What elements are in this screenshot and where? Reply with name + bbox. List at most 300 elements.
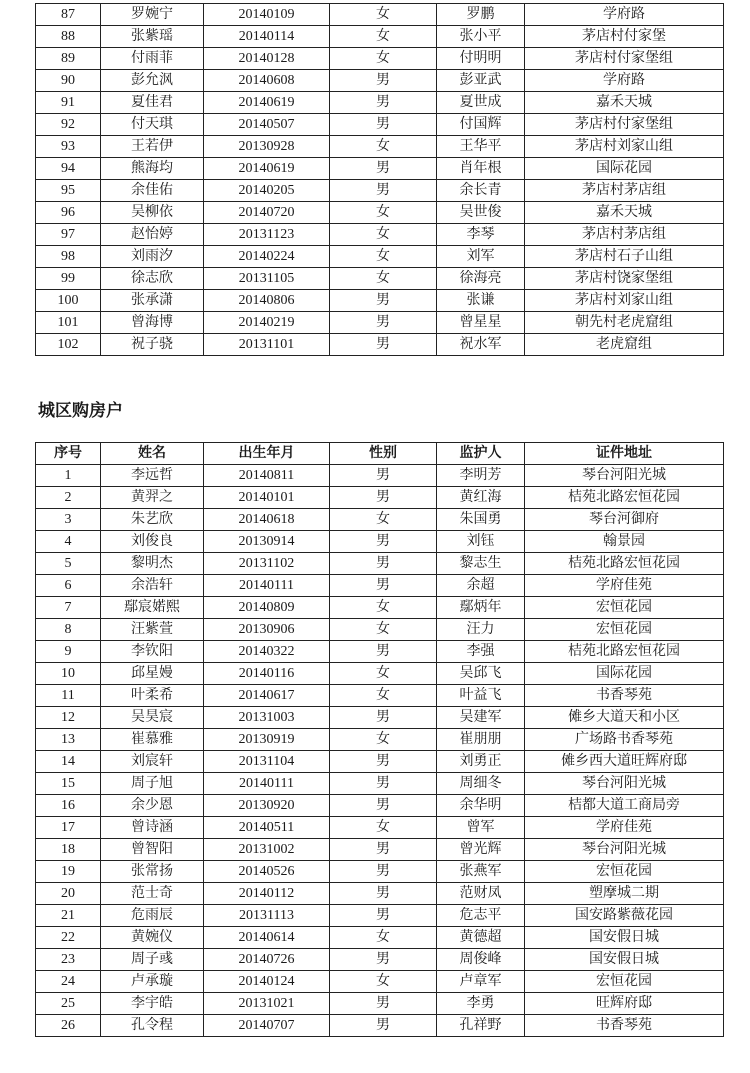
cell-guardian: 李勇 [437, 993, 525, 1015]
cell-address: 翰景园 [525, 531, 724, 553]
cell-name: 李远哲 [101, 465, 204, 487]
cell-index: 26 [36, 1015, 101, 1037]
cell-birth: 20140618 [204, 509, 330, 531]
cell-gender: 女 [330, 202, 437, 224]
cell-index: 10 [36, 663, 101, 685]
table-row [36, 487, 724, 509]
cell-birth: 20140224 [204, 246, 330, 268]
cell-guardian: 张燕军 [437, 861, 525, 883]
cell-birth: 20140619 [204, 158, 330, 180]
city-table-body [36, 465, 724, 1037]
cell-name: 范士奇 [101, 883, 204, 905]
cell-name: 张常扬 [101, 861, 204, 883]
cell-index: 8 [36, 619, 101, 641]
cell-guardian: 危志平 [437, 905, 525, 927]
header-name: 姓名 [101, 443, 204, 465]
cell-guardian: 肖年根 [437, 158, 525, 180]
cell-gender: 男 [330, 158, 437, 180]
cell-guardian: 卢章军 [437, 971, 525, 993]
table-row [36, 773, 724, 795]
cell-gender: 男 [330, 180, 437, 202]
cell-guardian: 周俊峰 [437, 949, 525, 971]
cell-address: 宏恒花园 [525, 971, 724, 993]
cell-birth: 20140322 [204, 641, 330, 663]
table-row [36, 92, 724, 114]
cell-birth: 20140720 [204, 202, 330, 224]
cell-birth: 20131002 [204, 839, 330, 861]
table-row [36, 685, 724, 707]
cell-gender: 女 [330, 509, 437, 531]
cell-address: 茅店村饶家堡组 [525, 268, 724, 290]
cell-birth: 20140526 [204, 861, 330, 883]
cell-address: 国安路紫薇花园 [525, 905, 724, 927]
cell-name: 张承潇 [101, 290, 204, 312]
cell-gender: 男 [330, 641, 437, 663]
cell-name: 祝子骁 [101, 334, 204, 356]
table-row [36, 334, 724, 356]
cell-gender: 女 [330, 597, 437, 619]
table-row [36, 839, 724, 861]
cell-address: 琴台河阳光城 [525, 465, 724, 487]
cell-gender: 男 [330, 707, 437, 729]
table-row [36, 48, 724, 70]
table-row [36, 707, 724, 729]
cell-index: 12 [36, 707, 101, 729]
header-index: 序号 [36, 443, 101, 465]
cell-name: 朱艺欣 [101, 509, 204, 531]
cell-index: 4 [36, 531, 101, 553]
cell-address: 茅店村刘家山组 [525, 136, 724, 158]
cell-name: 李钦阳 [101, 641, 204, 663]
cell-address: 国安假日城 [525, 949, 724, 971]
cell-gender: 女 [330, 268, 437, 290]
cell-index: 7 [36, 597, 101, 619]
cell-gender: 男 [330, 92, 437, 114]
cell-guardian: 余长青 [437, 180, 525, 202]
cell-name: 王若伊 [101, 136, 204, 158]
cell-birth: 20130920 [204, 795, 330, 817]
cell-index: 5 [36, 553, 101, 575]
cell-index: 91 [36, 92, 101, 114]
cell-birth: 20140614 [204, 927, 330, 949]
table-row [36, 202, 724, 224]
cell-address: 学府路 [525, 70, 724, 92]
cell-address: 琴台河御府 [525, 509, 724, 531]
cell-guardian: 曾光辉 [437, 839, 525, 861]
cell-index: 21 [36, 905, 101, 927]
cell-gender: 女 [330, 663, 437, 685]
table-row [36, 619, 724, 641]
cell-address: 茅店村付家堡组 [525, 48, 724, 70]
cell-guardian: 鄢炳年 [437, 597, 525, 619]
cell-birth: 20140707 [204, 1015, 330, 1037]
cell-gender: 男 [330, 290, 437, 312]
cell-index: 9 [36, 641, 101, 663]
cell-index: 1 [36, 465, 101, 487]
table-row [36, 509, 724, 531]
cell-index: 96 [36, 202, 101, 224]
cell-name: 汪紫萱 [101, 619, 204, 641]
cell-name: 黄羿之 [101, 487, 204, 509]
cell-address: 琴台河阳光城 [525, 773, 724, 795]
cell-name: 李宇皓 [101, 993, 204, 1015]
table-row [36, 136, 724, 158]
cell-guardian: 吴建军 [437, 707, 525, 729]
cell-guardian: 崔朋朋 [437, 729, 525, 751]
cell-birth: 20140111 [204, 773, 330, 795]
cell-gender: 女 [330, 4, 437, 26]
cell-address: 学府路 [525, 4, 724, 26]
cell-name: 黎明杰 [101, 553, 204, 575]
cell-name: 夏佳君 [101, 92, 204, 114]
cell-guardian: 王华平 [437, 136, 525, 158]
cell-guardian: 黎志生 [437, 553, 525, 575]
cell-address: 嘉禾天城 [525, 202, 724, 224]
header-gender: 性别 [330, 443, 437, 465]
cell-name: 刘雨汐 [101, 246, 204, 268]
cell-name: 赵怡婷 [101, 224, 204, 246]
cell-birth: 20140809 [204, 597, 330, 619]
cell-guardian: 周细冬 [437, 773, 525, 795]
cell-index: 24 [36, 971, 101, 993]
cell-gender: 男 [330, 883, 437, 905]
table-row [36, 312, 724, 334]
cell-index: 89 [36, 48, 101, 70]
table-row [36, 817, 724, 839]
cell-name: 吴昊宸 [101, 707, 204, 729]
cell-address: 国安假日城 [525, 927, 724, 949]
cell-guardian: 夏世成 [437, 92, 525, 114]
cell-index: 93 [36, 136, 101, 158]
cell-birth: 20131101 [204, 334, 330, 356]
cell-gender: 男 [330, 334, 437, 356]
cell-address: 宏恒花园 [525, 597, 724, 619]
cell-index: 102 [36, 334, 101, 356]
cell-name: 黄婉仪 [101, 927, 204, 949]
cell-name: 刘宸轩 [101, 751, 204, 773]
cell-gender: 男 [330, 465, 437, 487]
city-buyers-table [35, 442, 724, 1037]
cell-guardian: 余华明 [437, 795, 525, 817]
cell-name: 罗婉宁 [101, 4, 204, 26]
cell-index: 92 [36, 114, 101, 136]
cell-birth: 20140619 [204, 92, 330, 114]
cell-address: 国际花园 [525, 663, 724, 685]
cell-birth: 20140811 [204, 465, 330, 487]
cell-birth: 20140507 [204, 114, 330, 136]
cell-birth: 20131102 [204, 553, 330, 575]
cell-gender: 男 [330, 795, 437, 817]
cell-guardian: 刘钰 [437, 531, 525, 553]
table-row [36, 70, 724, 92]
cell-birth: 20140128 [204, 48, 330, 70]
cell-gender: 女 [330, 619, 437, 641]
table-row [36, 795, 724, 817]
cell-name: 周子旭 [101, 773, 204, 795]
cell-guardian: 黄红海 [437, 487, 525, 509]
cell-address: 学府佳苑 [525, 575, 724, 597]
cell-index: 13 [36, 729, 101, 751]
cell-name: 邱星嫚 [101, 663, 204, 685]
cell-address: 茅店村石子山组 [525, 246, 724, 268]
cell-birth: 20130928 [204, 136, 330, 158]
cell-address: 桔苑北路宏恒花园 [525, 487, 724, 509]
cell-birth: 20140109 [204, 4, 330, 26]
cell-gender: 男 [330, 553, 437, 575]
table-row [36, 26, 724, 48]
cell-address: 琴台河阳光城 [525, 839, 724, 861]
cell-birth: 20140726 [204, 949, 330, 971]
cell-address: 茅店村刘家山组 [525, 290, 724, 312]
header-address: 证件地址 [525, 443, 724, 465]
cell-birth: 20130914 [204, 531, 330, 553]
cell-gender: 女 [330, 685, 437, 707]
cell-guardian: 黄德超 [437, 927, 525, 949]
cell-birth: 20140116 [204, 663, 330, 685]
cell-name: 熊海均 [101, 158, 204, 180]
cell-address: 国际花园 [525, 158, 724, 180]
cell-index: 90 [36, 70, 101, 92]
cell-index: 19 [36, 861, 101, 883]
cell-address: 学府佳苑 [525, 817, 724, 839]
cell-guardian: 曾星星 [437, 312, 525, 334]
cell-address: 茅店村付家堡组 [525, 114, 724, 136]
cell-guardian: 刘军 [437, 246, 525, 268]
cell-guardian: 张谦 [437, 290, 525, 312]
cell-gender: 男 [330, 861, 437, 883]
table-row [36, 949, 724, 971]
cell-name: 余浩轩 [101, 575, 204, 597]
cell-index: 95 [36, 180, 101, 202]
cell-birth: 20131113 [204, 905, 330, 927]
cell-index: 18 [36, 839, 101, 861]
cell-gender: 男 [330, 487, 437, 509]
cell-name: 付雨菲 [101, 48, 204, 70]
cell-gender: 男 [330, 751, 437, 773]
cell-guardian: 叶益飞 [437, 685, 525, 707]
cell-birth: 20140608 [204, 70, 330, 92]
cell-address: 傩乡西大道旺辉府邸 [525, 751, 724, 773]
cell-gender: 男 [330, 773, 437, 795]
table-row [36, 861, 724, 883]
cell-name: 周子彧 [101, 949, 204, 971]
cell-gender: 男 [330, 1015, 437, 1037]
cell-guardian: 吴世俊 [437, 202, 525, 224]
cell-address: 桔苑北路宏恒花园 [525, 553, 724, 575]
cell-birth: 20140511 [204, 817, 330, 839]
cell-gender: 女 [330, 26, 437, 48]
table-row [36, 114, 724, 136]
cell-index: 17 [36, 817, 101, 839]
table-row [36, 1015, 724, 1037]
cell-birth: 20131123 [204, 224, 330, 246]
table-row [36, 993, 724, 1015]
cell-address: 傩乡大道天和小区 [525, 707, 724, 729]
cell-guardian: 李琴 [437, 224, 525, 246]
cell-index: 98 [36, 246, 101, 268]
cell-address: 桔苑北路宏恒花园 [525, 641, 724, 663]
header-guardian: 监护人 [437, 443, 525, 465]
table-row [36, 553, 724, 575]
cell-index: 20 [36, 883, 101, 905]
cell-address: 书香琴苑 [525, 1015, 724, 1037]
cell-gender: 男 [330, 949, 437, 971]
table-row [36, 641, 724, 663]
table-row [36, 905, 724, 927]
cell-birth: 20130906 [204, 619, 330, 641]
cell-gender: 女 [330, 224, 437, 246]
cell-birth: 20140219 [204, 312, 330, 334]
cell-name: 孔令程 [101, 1015, 204, 1037]
cell-gender: 男 [330, 70, 437, 92]
cell-name: 曾智阳 [101, 839, 204, 861]
cell-address: 嘉禾天城 [525, 92, 724, 114]
cell-gender: 男 [330, 531, 437, 553]
cell-birth: 20131003 [204, 707, 330, 729]
cell-index: 6 [36, 575, 101, 597]
table-row [36, 971, 724, 993]
cell-name: 付天琪 [101, 114, 204, 136]
cell-index: 101 [36, 312, 101, 334]
cell-address: 广场路书香琴苑 [525, 729, 724, 751]
cell-address: 茅店村茅店组 [525, 180, 724, 202]
table-row [36, 531, 724, 553]
cell-gender: 男 [330, 905, 437, 927]
cell-address: 塑摩城二期 [525, 883, 724, 905]
cell-gender: 女 [330, 729, 437, 751]
cell-name: 崔慕雅 [101, 729, 204, 751]
cell-name: 卢承璇 [101, 971, 204, 993]
cell-name: 曾海博 [101, 312, 204, 334]
cell-name: 鄢宸婼熙 [101, 597, 204, 619]
cell-name: 吴柳依 [101, 202, 204, 224]
cell-index: 94 [36, 158, 101, 180]
cell-name: 叶柔希 [101, 685, 204, 707]
cell-index: 100 [36, 290, 101, 312]
cell-guardian: 李强 [437, 641, 525, 663]
cell-name: 彭允沨 [101, 70, 204, 92]
cell-name: 张紫瑶 [101, 26, 204, 48]
table-row [36, 597, 724, 619]
cell-index: 16 [36, 795, 101, 817]
cell-guardian: 张小平 [437, 26, 525, 48]
cell-guardian: 刘勇正 [437, 751, 525, 773]
cell-index: 3 [36, 509, 101, 531]
cell-birth: 20131021 [204, 993, 330, 1015]
cell-index: 97 [36, 224, 101, 246]
cell-name: 徐志欣 [101, 268, 204, 290]
continued-student-table [35, 3, 724, 356]
cell-gender: 女 [330, 48, 437, 70]
table-row [36, 927, 724, 949]
cell-gender: 男 [330, 575, 437, 597]
header-row [36, 443, 724, 465]
cell-index: 2 [36, 487, 101, 509]
cell-guardian: 余超 [437, 575, 525, 597]
cell-guardian: 李明芳 [437, 465, 525, 487]
table-row [36, 663, 724, 685]
cell-index: 87 [36, 4, 101, 26]
cell-birth: 20140101 [204, 487, 330, 509]
cell-guardian: 付国辉 [437, 114, 525, 136]
cell-gender: 女 [330, 246, 437, 268]
section-title: 城区购房户 [38, 401, 123, 421]
cell-index: 88 [36, 26, 101, 48]
cell-index: 11 [36, 685, 101, 707]
cell-birth: 20130919 [204, 729, 330, 751]
cell-birth: 20140112 [204, 883, 330, 905]
cell-address: 宏恒花园 [525, 861, 724, 883]
cell-guardian: 彭亚武 [437, 70, 525, 92]
cell-birth: 20140124 [204, 971, 330, 993]
cell-index: 15 [36, 773, 101, 795]
cell-guardian: 范财凤 [437, 883, 525, 905]
cell-guardian: 徐海亮 [437, 268, 525, 290]
cell-gender: 女 [330, 927, 437, 949]
table-row [36, 290, 724, 312]
cell-guardian: 付明明 [437, 48, 525, 70]
table-row [36, 180, 724, 202]
table-row [36, 4, 724, 26]
cell-index: 14 [36, 751, 101, 773]
cell-name: 危雨辰 [101, 905, 204, 927]
cell-guardian: 曾军 [437, 817, 525, 839]
cell-birth: 20140205 [204, 180, 330, 202]
cell-guardian: 孔祥野 [437, 1015, 525, 1037]
cell-guardian: 吴邱飞 [437, 663, 525, 685]
table-row [36, 751, 724, 773]
continued-table-body [36, 4, 724, 356]
cell-gender: 女 [330, 136, 437, 158]
cell-index: 22 [36, 927, 101, 949]
cell-address: 旺辉府邸 [525, 993, 724, 1015]
cell-guardian: 汪力 [437, 619, 525, 641]
cell-address: 朝先村老虎窟组 [525, 312, 724, 334]
cell-name: 刘俊良 [101, 531, 204, 553]
table-row [36, 465, 724, 487]
cell-guardian: 罗鹏 [437, 4, 525, 26]
cell-birth: 20140114 [204, 26, 330, 48]
table-row [36, 883, 724, 905]
cell-name: 曾诗涵 [101, 817, 204, 839]
cell-address: 桔都大道工商局旁 [525, 795, 724, 817]
header-birth: 出生年月 [204, 443, 330, 465]
table-row [36, 158, 724, 180]
cell-address: 宏恒花园 [525, 619, 724, 641]
table-row [36, 575, 724, 597]
cell-gender: 男 [330, 114, 437, 136]
cell-gender: 女 [330, 971, 437, 993]
cell-name: 余少恩 [101, 795, 204, 817]
cell-gender: 女 [330, 817, 437, 839]
cell-birth: 20131104 [204, 751, 330, 773]
cell-birth: 20140806 [204, 290, 330, 312]
cell-address: 茅店村付家堡 [525, 26, 724, 48]
cell-birth: 20140617 [204, 685, 330, 707]
cell-gender: 男 [330, 312, 437, 334]
table-row [36, 224, 724, 246]
cell-index: 25 [36, 993, 101, 1015]
cell-address: 书香琴苑 [525, 685, 724, 707]
cell-birth: 20131105 [204, 268, 330, 290]
cell-address: 老虎窟组 [525, 334, 724, 356]
table-row [36, 246, 724, 268]
cell-gender: 男 [330, 839, 437, 861]
table-row [36, 729, 724, 751]
cell-index: 23 [36, 949, 101, 971]
cell-guardian: 祝水军 [437, 334, 525, 356]
cell-gender: 男 [330, 993, 437, 1015]
